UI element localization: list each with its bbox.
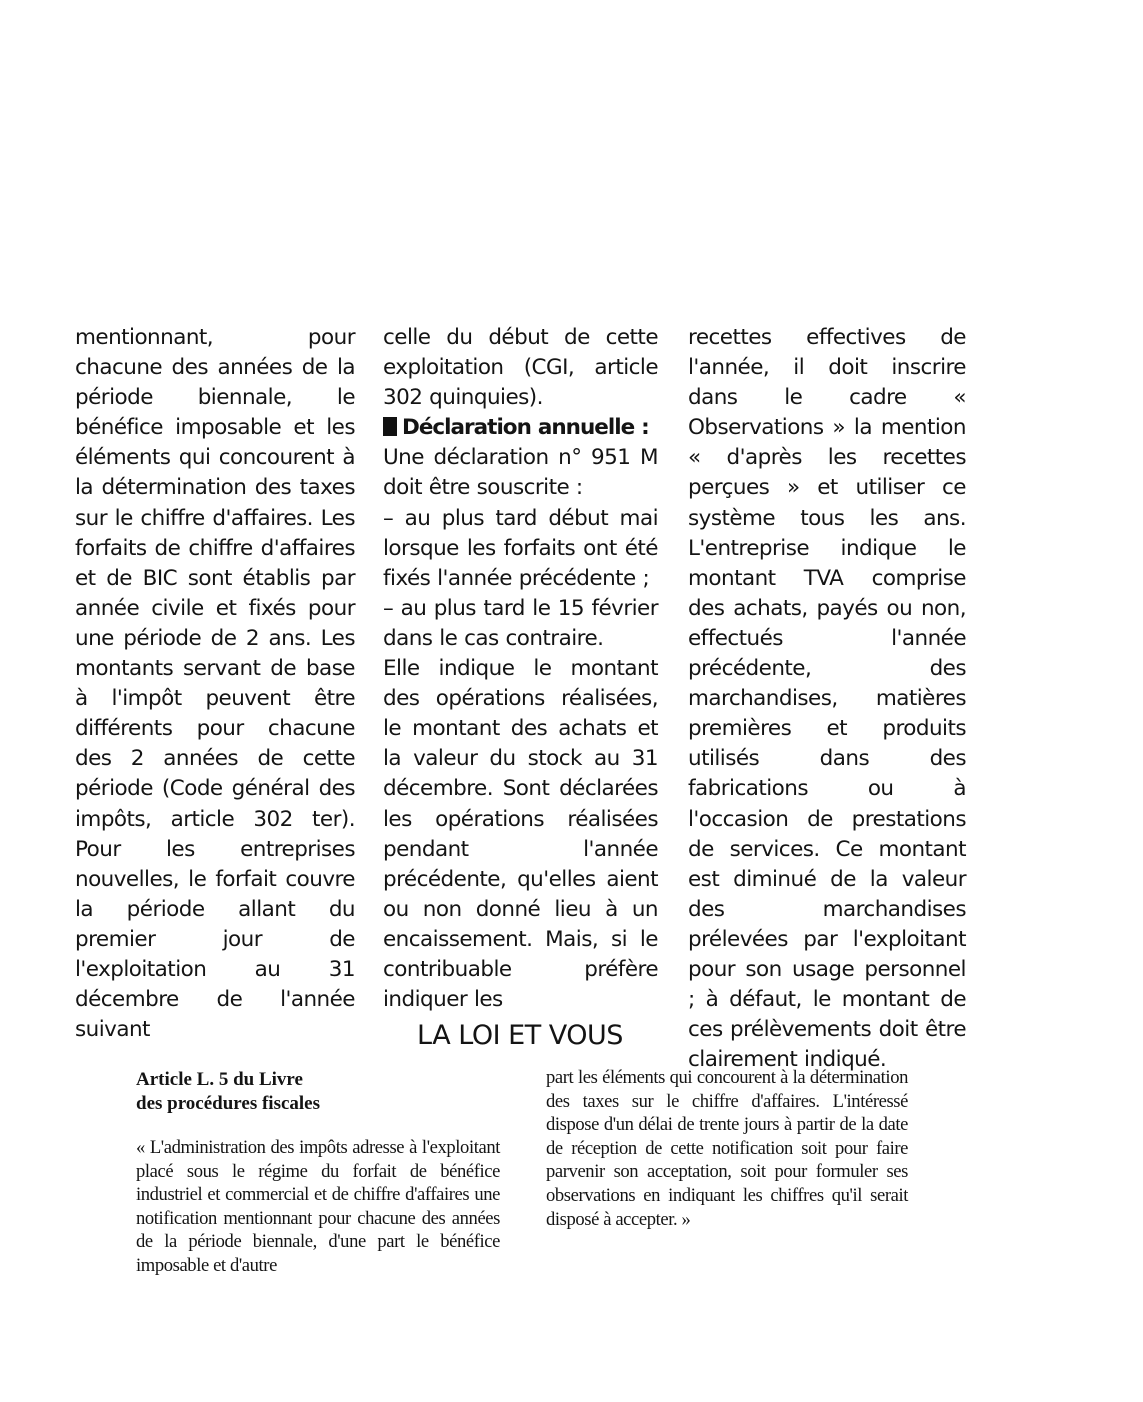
article-text-left: « L'administration des impôts adresse à l'exploitant placé sous le régime du forfait de bénéfice industriel et commercial et de chiffre d'affaires une notification mentionnant pour chacune des années de la période biennale, d'une part le bénéfice imposable et d'autre [136,1137,500,1276]
column-1 [75,323,355,1045]
column-1-text: mentionnant, pour chacune des années de la période biennale, le bénéfice imposable et les éléments qui concourent à la détermination des taxes sur le chiffre d'affaires. Les forfaits de chiffre d'affaires et de BIC sont établis par année civile et fixés pour une période de 2 ans. Les montants servant de base à l'impôt peuvent être différents pour chacune des 2 années de cette période (Code général des impôts, article 302 ter). Pour les entreprises nouvelles, le forfait couvre la période allant du premier jour de l'exploitation au 31 décembre de l'année suivant [75,325,355,1043]
article-title-line-1: Article L. 5 du Livre [136,1069,303,1090]
declaration-details: Elle indique le montant des opérations réalisées, le montant des achats et la valeur du stock au 31 décembre. Sont déclarées les opérations réalisées pendant l'année précédente, qu'elles aient ou non donné lieu à un encaissement. Mais, si le contribuable préfère indiquer les [383,656,658,1013]
declaration-heading: Déclaration annuelle : [402,415,649,441]
article-title [136,1068,320,1116]
column-2 [383,323,658,1015]
declaration-paragraph: Une déclaration n° 951 M doit être souscrite : [383,445,658,501]
declaration-section [383,413,658,443]
article-text-right: part les éléments qui concourent à la détermination des taxes sur le chiffre d'affaires. L'intéressé dispose d'un délai de trente jours à partir de la date de réception de cette notification soit pour faire parvenir son acceptation, soit pour formuler ses observations en indiquant les chiffres qu'il serait disposé à accepter. » [546,1067,908,1230]
column-3-text: recettes effectives de l'année, il doit inscrire dans le cadre « Observations » la mention « d'après les recettes perçues » et utiliser ce système tous les ans. L'entreprise indique le montant TVA comprise des achats, payés ou non, effectués l'année précédente, des marchandises, matières premières et produits utilisés dans des fabrications ou à l'occasion de prestations de services. Ce montant est diminué de la valeur des marchandises prélevées par l'exploitant pour son usage personnel ; à défaut, le montant de ces prélèvements doit être clairement indiqué. [688,325,966,1073]
column-3 [688,323,966,1075]
deadline-item-1: – au plus tard début mai lorsque les forfaits ont été fixés l'année précédente ; [383,505,658,591]
section-title: LA LOI ET VOUS [417,1020,623,1051]
square-bullet-icon [383,417,397,436]
deadline-item-2: – au plus tard le 15 février dans le cas contraire. [383,595,658,651]
column-2-intro: celle du début de cette exploitation (CGI, article 302 quinquies). [383,325,658,411]
article-title-line-2: des procédures fiscales [136,1093,321,1114]
